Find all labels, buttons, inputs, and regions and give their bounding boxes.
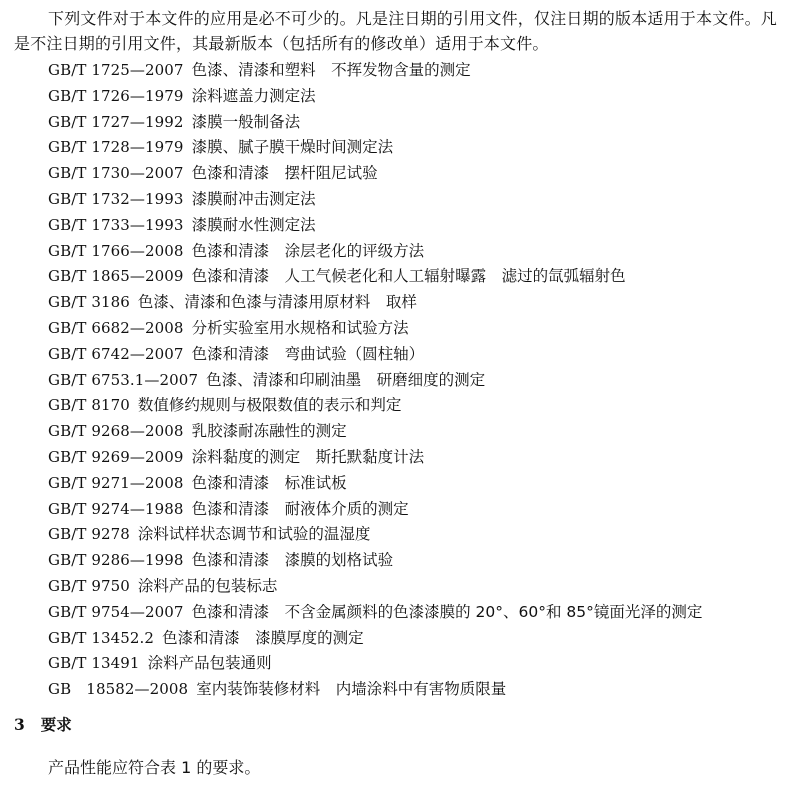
reference-code: GB/T 1733—1993 [48, 215, 184, 234]
reference-item [48, 626, 702, 652]
reference-title: 乳胶漆耐冻融性的测定 [191, 422, 347, 441]
reference-title: 色漆和清漆 漆膜的划格试验 [191, 551, 394, 570]
reference-item [48, 264, 702, 290]
reference-title: 漆膜一般制备法 [191, 112, 301, 131]
reference-title: 色漆、清漆和印刷油墨 研磨细度的测定 [206, 370, 486, 389]
reference-title: 色漆、清漆和塑料 不挥发物含量的测定 [191, 61, 471, 79]
section-title: 要求 [40, 716, 72, 734]
reference-code: GB/T 1727—1992 [48, 112, 184, 131]
reference-code: GB/T 3186 [48, 293, 130, 312]
reference-code: GB/T 9268—2008 [48, 422, 184, 441]
reference-item [48, 522, 702, 548]
reference-title: 色漆和清漆 摆杆阻尼试验 [191, 164, 378, 183]
reference-code: GB/T 9269—2009 [48, 447, 184, 466]
reference-title: 色漆和清漆 不含金属颜料的色漆漆膜的 20°、60°和 85°镜面光泽的测定 [191, 602, 703, 621]
reference-title: 涂料产品包装通则 [147, 654, 272, 673]
reference-code: GB/T 1766—2008 [48, 241, 184, 260]
reference-item [48, 651, 702, 677]
reference-code: GB 18582—2008 [48, 680, 189, 699]
intro-paragraph: 下列文件对于本文件的应用是必不可少的。凡是注日期的引用文件，仅注日期的版本适用于本文件。凡是不注日期的引用文件，其最新版本（包括所有的修改单）适用于本文件。 [14, 9, 778, 53]
reference-code: GB/T 9286—1998 [48, 551, 184, 570]
reference-code: GB/T 8170 [48, 396, 130, 415]
reference-title: 色漆和清漆 弯曲试验（圆柱轴） [191, 344, 425, 363]
reference-item [48, 316, 702, 342]
reference-title: 色漆和清漆 涂层老化的评级方法 [191, 241, 425, 260]
reference-title: 色漆和清漆 漆膜厚度的测定 [162, 628, 364, 647]
normative-references-list [48, 58, 702, 703]
reference-item [48, 497, 702, 523]
reference-code: GB/T 13452.2 [48, 628, 155, 647]
reference-item [48, 213, 702, 239]
reference-code: GB/T 1732—1993 [48, 189, 184, 208]
reference-code: GB/T 1728—1979 [48, 138, 184, 157]
requirement-text: 产品性能应符合表 1 的要求。 [48, 758, 261, 777]
reference-title: 漆膜耐冲击测定法 [191, 189, 316, 208]
reference-title: 涂料黏度的测定 斯托默黏度计法 [191, 447, 425, 466]
reference-item [48, 600, 702, 626]
reference-item [48, 135, 702, 161]
reference-item [48, 290, 702, 316]
reference-title: 色漆、清漆和色漆与清漆用原材料 取样 [137, 293, 417, 312]
reference-item [48, 677, 702, 703]
reference-item [48, 445, 702, 471]
reference-item [48, 110, 702, 136]
reference-code: GB/T 13491 [48, 654, 140, 673]
reference-code: GB/T 1730—2007 [48, 164, 184, 183]
reference-title: 涂料试样状态调节和试验的温湿度 [137, 525, 371, 544]
reference-title: 涂料遮盖力测定法 [191, 86, 316, 105]
reference-code: GB/T 1726—1979 [48, 86, 184, 105]
reference-item [48, 393, 702, 419]
reference-item [48, 548, 702, 574]
reference-item [48, 471, 702, 497]
reference-title: 分析实验室用水规格和试验方法 [191, 318, 409, 337]
reference-item [48, 84, 702, 110]
reference-code: GB/T 1865—2009 [48, 267, 184, 286]
reference-title: 室内装饰装修材料 内墙涂料中有害物质限量 [196, 680, 507, 699]
reference-code: GB/T 6742—2007 [48, 344, 184, 363]
reference-code: GB/T 9278 [48, 525, 130, 544]
reference-title: 数值修约规则与极限数值的表示和判定 [137, 396, 402, 415]
reference-title: 涂料产品的包装标志 [137, 576, 278, 595]
reference-code: GB/T 9750 [48, 576, 130, 595]
reference-item [48, 574, 702, 600]
reference-code: GB/T 9754—2007 [48, 602, 184, 621]
reference-title: 色漆和清漆 耐液体介质的测定 [191, 499, 409, 518]
section-number: 3 [14, 715, 25, 734]
reference-code: GB/T 9271—2008 [48, 473, 184, 492]
section-heading [14, 712, 72, 738]
reference-code: GB/T 1725—2007 [48, 61, 184, 79]
reference-code: GB/T 9274—1988 [48, 499, 184, 518]
reference-item [48, 368, 702, 394]
reference-title: 漆膜、腻子膜干燥时间测定法 [191, 138, 394, 157]
reference-item [48, 58, 702, 84]
reference-item [48, 187, 702, 213]
reference-code: GB/T 6753.1—2007 [48, 370, 199, 389]
reference-item [48, 419, 702, 445]
reference-item [48, 161, 702, 187]
reference-item [48, 342, 702, 368]
reference-title: 色漆和清漆 标准试板 [191, 473, 347, 492]
reference-title: 漆膜耐水性测定法 [191, 215, 316, 234]
reference-code: GB/T 6682—2008 [48, 318, 184, 337]
reference-title: 色漆和清漆 人工气候老化和人工辐射曝露 滤过的氙弧辐射色 [191, 267, 626, 286]
reference-item [48, 239, 702, 265]
